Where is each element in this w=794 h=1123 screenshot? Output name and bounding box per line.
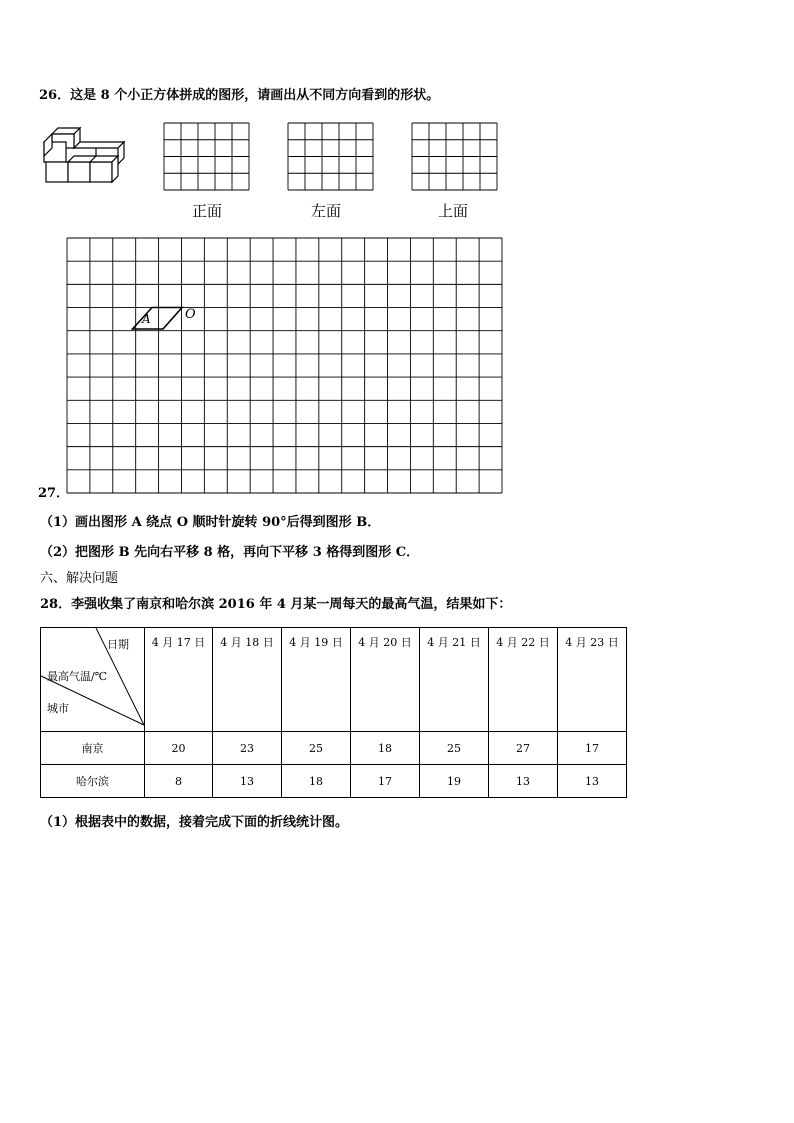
- date-header: 4 月 18 日: [213, 628, 282, 732]
- top-view-grid: [412, 123, 498, 191]
- left-view-label: 左面: [311, 202, 342, 220]
- temp-cell: 20: [145, 732, 213, 765]
- shape-a-label: A: [142, 312, 151, 326]
- temp-cell: 23: [213, 732, 282, 765]
- date-header: 4 月 22 日: [489, 628, 558, 732]
- date-header: 4 月 23 日: [558, 628, 627, 732]
- temp-cell: 25: [282, 732, 351, 765]
- q28-text: 28．李强收集了南京和哈尔滨 2016 年 4 月某一周每天的最高气温，结果如下：: [40, 597, 512, 612]
- temp-cell: 13: [489, 765, 558, 798]
- top-view-label: 上面: [438, 202, 469, 220]
- temp-cell: 17: [558, 732, 627, 765]
- temp-cell: 8: [145, 765, 213, 798]
- front-view-label: 正面: [192, 202, 223, 220]
- date-header: 4 月 20 日: [351, 628, 420, 732]
- temp-cell: 18: [351, 732, 420, 765]
- temp-cell: 25: [420, 732, 489, 765]
- temp-cell: 13: [558, 765, 627, 798]
- temp-cell: 17: [351, 765, 420, 798]
- q27-part1: （1）画出图形 A 绕点 O 顺时针旋转 90°后得到图形 B．: [40, 515, 381, 530]
- corner-temp-label: 最高气温/℃: [47, 670, 108, 683]
- table-row: [41, 765, 627, 798]
- city-cell: 南京: [41, 732, 145, 765]
- q26-text: 26．这是 8 个小正方体拼成的图形，请画出从不同方向看到的形状。: [39, 88, 440, 103]
- cube-figure: [44, 126, 124, 186]
- city-cell: 哈尔滨: [41, 765, 145, 798]
- temperature-table: [40, 627, 627, 798]
- table-row: [41, 732, 627, 765]
- temp-cell: 19: [420, 765, 489, 798]
- q28-part1: （1）根据表中的数据，接着完成下面的折线统计图。: [40, 815, 349, 830]
- temp-cell: 27: [489, 732, 558, 765]
- date-header: 4 月 17 日: [145, 628, 213, 732]
- temp-cell: 18: [282, 765, 351, 798]
- section-heading: 六、解决问题: [40, 571, 119, 586]
- front-view-grid: [164, 123, 250, 191]
- corner-city-label: 城市: [47, 702, 69, 715]
- date-header: 4 月 19 日: [282, 628, 351, 732]
- left-view-grid: [288, 123, 374, 191]
- shape-a: [67, 238, 503, 494]
- q27-number: 27．: [38, 486, 70, 501]
- date-header: 4 月 21 日: [420, 628, 489, 732]
- point-o-label: O: [185, 307, 196, 322]
- q27-part2: （2）把图形 B 先向右平移 8 格，再向下平移 3 格得到图形 C．: [40, 545, 420, 560]
- temp-cell: 13: [213, 765, 282, 798]
- table-corner-cell: [41, 628, 145, 732]
- corner-date-label: 日期: [107, 638, 129, 651]
